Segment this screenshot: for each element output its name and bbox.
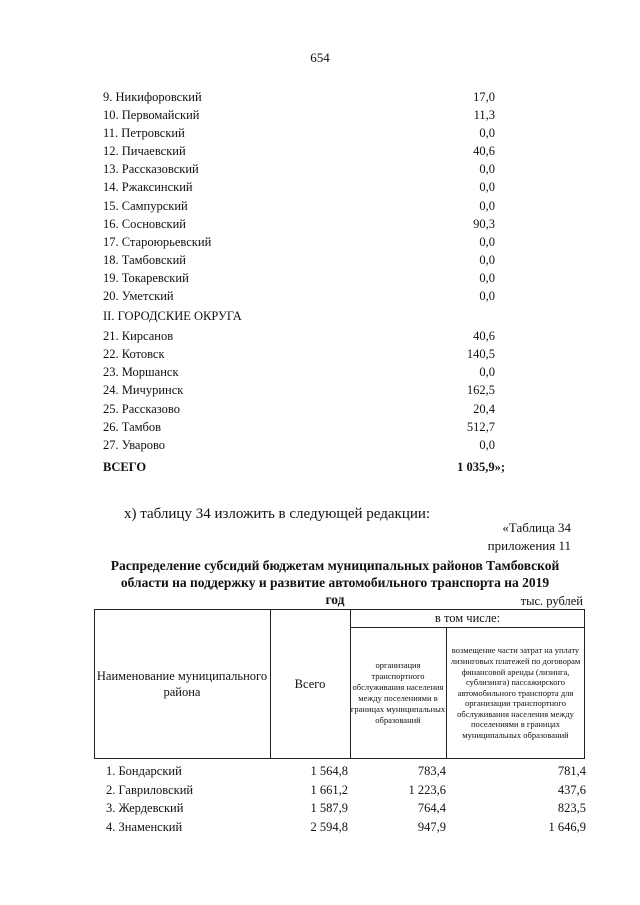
- row-name: 1. Бондарский: [106, 764, 182, 778]
- row-total: 1 564,8: [310, 764, 348, 778]
- list-item: [103, 106, 513, 124]
- district-value: 40,6: [473, 144, 495, 159]
- list-item: [103, 160, 513, 178]
- row-total: 2 594,8: [310, 819, 348, 834]
- list-item: [103, 215, 513, 233]
- table-row: [106, 762, 586, 781]
- city-value: 512,7: [466, 419, 495, 434]
- district-name: 16. Сосновский: [103, 216, 186, 231]
- table-row: [106, 781, 586, 800]
- subsidy-list: [103, 88, 513, 476]
- row-compensation: 823,5: [557, 801, 586, 815]
- district-name: 17. Староюрьевский: [103, 234, 212, 249]
- city-name: 23. Моршанск: [103, 365, 179, 380]
- list-item: [103, 251, 513, 269]
- list-item: [103, 124, 513, 142]
- district-name: 15. Сампурский: [103, 198, 188, 213]
- table-row: [106, 799, 586, 818]
- row-name: 3. Жердевский: [106, 801, 184, 815]
- table-number: «Таблица 34: [502, 520, 571, 535]
- list-item: [103, 327, 513, 345]
- row-compensation: 437,6: [557, 782, 586, 797]
- list-item: [103, 88, 513, 106]
- header-total: Всего: [294, 676, 326, 691]
- district-value: 0,0: [479, 234, 495, 249]
- list-item: [103, 142, 513, 160]
- total-label: ВСЕГО: [103, 459, 147, 474]
- district-value: 17,0: [473, 90, 495, 104]
- city-name: 24. Мичуринск: [103, 383, 184, 398]
- header-name: Наименование муниципального района: [96, 669, 268, 699]
- amendment-instruction: х) таблицу 34 изложить в следующей редакции:: [124, 506, 431, 522]
- list-item: [103, 178, 513, 196]
- row-compensation: 781,4: [557, 764, 586, 778]
- total-row: [103, 458, 513, 476]
- table-header: [94, 609, 585, 759]
- city-value: 0,0: [479, 365, 495, 380]
- city-name: 22. Котовск: [103, 347, 165, 362]
- district-name: 18. Тамбовский: [103, 252, 186, 267]
- city-value: 162,5: [466, 383, 495, 398]
- district-value: 0,0: [479, 270, 495, 285]
- row-total: 1 587,9: [310, 801, 348, 815]
- district-value: 0,0: [479, 180, 495, 195]
- district-name: 10. Первомайский: [103, 108, 200, 123]
- city-name: 25. Рассказово: [103, 401, 180, 416]
- list-item: [103, 400, 513, 418]
- header-including: в том числе:: [434, 610, 501, 625]
- district-name: 11. Петровский: [103, 126, 185, 141]
- city-value: 40,6: [473, 329, 495, 344]
- section-heading-label: II. ГОРОДСКИЕ ОКРУГА: [103, 309, 242, 324]
- list-item: [103, 363, 513, 381]
- district-name: 19. Токаревский: [103, 270, 189, 285]
- row-organization: 764,4: [417, 801, 446, 815]
- row-name: 2. Гавриловский: [106, 782, 194, 797]
- district-value: 90,3: [473, 216, 495, 231]
- header-compensation: возмещение части затрат на уплату лизинговых платежей по договорам финансовой аренды (лизинга, сублизинга) пассажирского автомобильного транспорта для организации транспортного обслуживания населения между поселениями в границах муниципальных образований: [450, 645, 581, 741]
- row-total: 1 661,2: [310, 782, 348, 797]
- city-value: 0,0: [479, 437, 495, 452]
- appendix-number: приложения 11: [487, 538, 571, 553]
- list-item: [103, 436, 513, 454]
- row-compensation: 1 646,9: [548, 819, 586, 834]
- list-item: [103, 233, 513, 251]
- city-value: 20,4: [473, 401, 495, 416]
- district-value: 0,0: [479, 162, 495, 177]
- list-item: [103, 418, 513, 436]
- table-row: [106, 818, 586, 837]
- district-value: 0,0: [479, 198, 495, 213]
- total-value: 1 035,9»;: [457, 459, 505, 474]
- city-name: 26. Тамбов: [103, 419, 162, 434]
- district-name: 14. Ржаксинский: [103, 180, 193, 195]
- row-organization: 947,9: [417, 819, 446, 834]
- row-organization: 1 223,6: [408, 782, 446, 797]
- table-caption: [488, 519, 571, 555]
- district-value: 11,3: [473, 108, 495, 123]
- list-item: [103, 197, 513, 215]
- page-number: 654: [310, 50, 330, 65]
- row-organization: 783,4: [417, 764, 446, 778]
- district-name: 13. Рассказовский: [103, 162, 199, 177]
- district-value: 0,0: [479, 252, 495, 267]
- city-name: 27. Уварово: [103, 437, 166, 452]
- row-name: 4. Знаменский: [106, 819, 183, 834]
- list-item: [103, 381, 513, 399]
- table-title: Распределение субсидий бюджетам муниципальных районов Тамбовской области на поддержку и развитие автомобильного транспорта на 2019 год: [110, 558, 560, 607]
- table-body: [106, 762, 586, 836]
- city-name: 21. Кирсанов: [103, 329, 174, 344]
- section-heading: [103, 305, 513, 327]
- list-item: [103, 269, 513, 287]
- district-name: 12. Пичаевский: [103, 144, 186, 159]
- district-name: 9. Никифоровский: [103, 90, 202, 104]
- district-value: 0,0: [479, 126, 495, 141]
- district-name: 20. Уметский: [103, 289, 174, 304]
- city-value: 140,5: [466, 347, 495, 362]
- unit-note: тыс. рублей: [520, 594, 583, 608]
- list-item: [103, 345, 513, 363]
- header-organization: организация транспортного обслуживания населения между поселениями в границах муниципальных образований: [350, 660, 446, 725]
- list-item: [103, 287, 513, 305]
- district-value: 0,0: [479, 289, 495, 304]
